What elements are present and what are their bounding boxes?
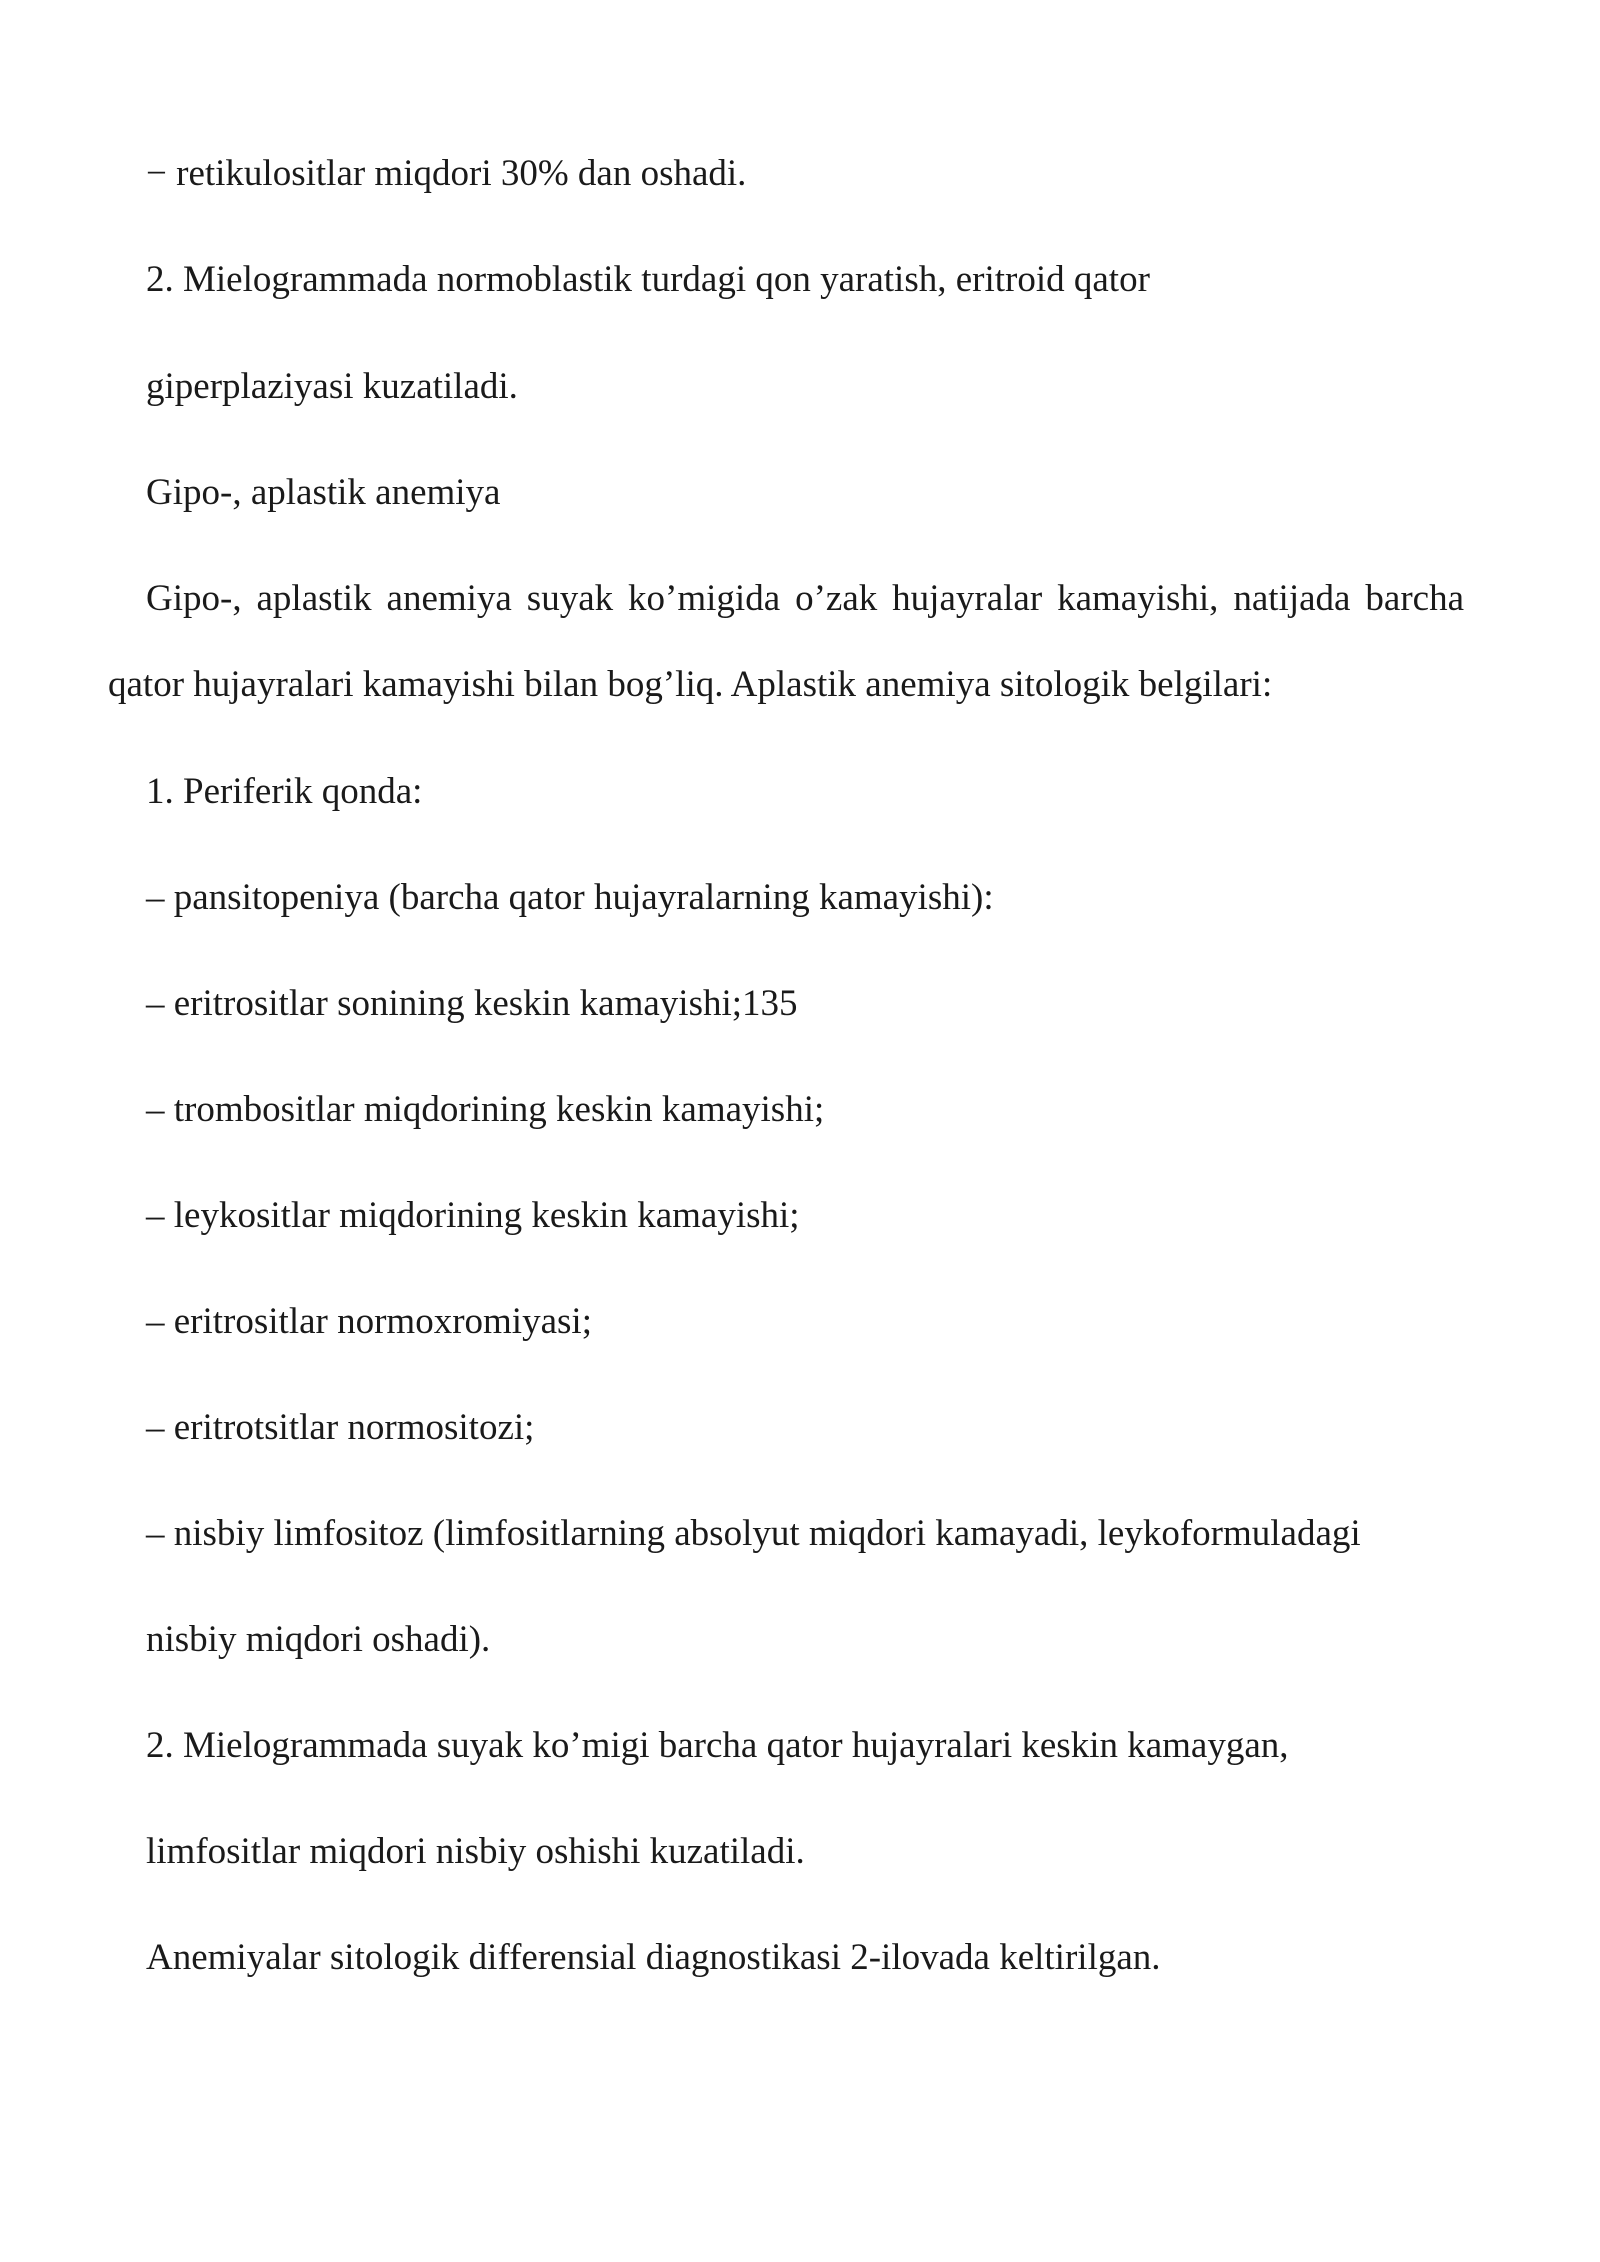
list-item-thrombocytes: – trombositlar miqdorining keskin kamayishi;: [146, 1089, 825, 1130]
paragraph-aplastic-definition: Gipo-, aplastik anemiya suyak ko’migida o’zak hujayralar kamayishi, natijada barcha qator hujayralari kamayishi bilan bog’liq. Aplastik anemiya sitologik belgilari:: [108, 578, 1464, 705]
list-heading-peripheral-blood: 1. Periferik qonda:: [146, 771, 423, 812]
list-item-pancytopenia: – pansitopeniya (barcha qator hujayralarning kamayishi):: [146, 877, 994, 918]
list-item-myelogram-2: 2. Mielogrammada suyak ko’migi barcha qator hujayralari keskin kamaygan,: [146, 1725, 1289, 1766]
list-item-lymphocytosis: – nisbiy limfositoz (limfositlarning absolyut miqdori kamayadi, leykoformuladagi: [146, 1513, 1361, 1554]
list-item-leukocytes: – leykositlar miqdorining keskin kamayishi;: [146, 1195, 800, 1236]
text-line-hyperplasia: giperplaziyasi kuzatiladi.: [146, 366, 518, 407]
list-item-lymphocytosis-cont: nisbiy miqdori oshadi).: [146, 1619, 491, 1660]
list-item-erythrocytes: – eritrositlar sonining keskin kamayishi;135: [146, 983, 798, 1024]
text-line-appendix-reference: Anemiyalar sitologik differensial diagnostikasi 2-ilovada keltirilgan.: [146, 1937, 1161, 1978]
list-item-normocytosis: – eritrotsitlar normositozi;: [146, 1407, 535, 1448]
list-item-normochromia: – eritrositlar normoxromiyasi;: [146, 1301, 592, 1342]
text-line-myelogram-1: 2. Mielogrammada normoblastik turdagi qon yaratish, eritroid qator: [146, 259, 1150, 300]
list-item-myelogram-2-cont: limfositlar miqdori nisbiy oshishi kuzatiladi.: [146, 1831, 805, 1872]
text-line-reticulocytes: − retikulositlar miqdori 30% dan oshadi.: [146, 153, 747, 194]
section-heading-aplastic-anemia: Gipo-, aplastik anemiya: [146, 472, 501, 513]
